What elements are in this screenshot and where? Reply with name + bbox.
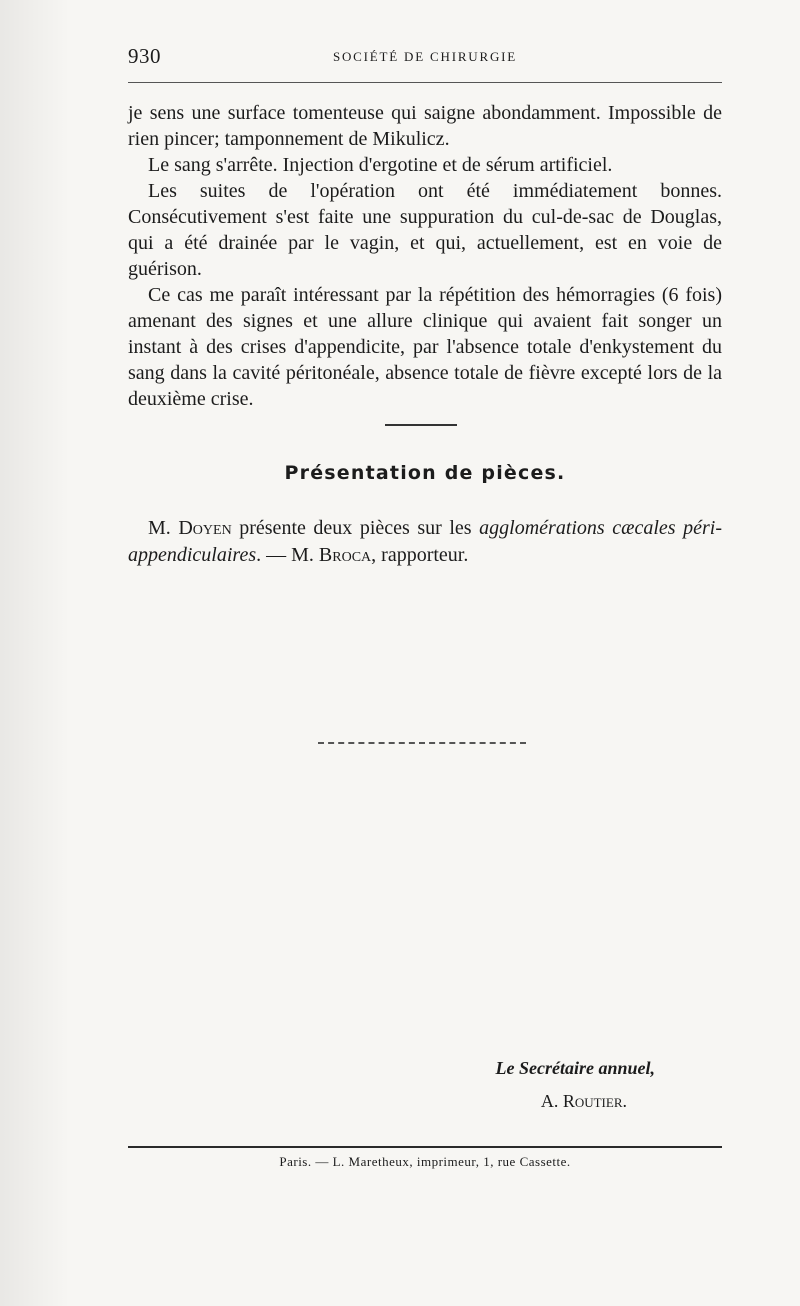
presentation-paragraph [128, 515, 722, 569]
signature-role: Le Secrétaire annuel, [495, 1058, 655, 1078]
signature-initial: A. [540, 1091, 559, 1111]
presentation-topic: agglomérations cæcales péri-appendiculaires [128, 517, 723, 566]
body-text [128, 100, 722, 412]
end-rule [318, 742, 526, 744]
presentation-text-2: . — M. [256, 544, 319, 566]
presentation-text-1: présente deux pièces sur les [231, 517, 480, 539]
presentation-text [128, 515, 722, 569]
reporter-name: Broca [318, 544, 372, 566]
paragraph-1: je sens une surface tomenteuse qui saigne abondamment. Impossible de rien pincer; tamponnement de Mikulicz. [128, 102, 722, 150]
paragraph-3: Les suites de l'opération ont été immédiatement bonnes. Consécutivement s'est faite une suppuration du cul-de-sac de Douglas, qui a été drainée par le vagin, et qui, actuellement, est en voie de guérison. [128, 180, 722, 280]
footer-rule [128, 1146, 722, 1148]
header-rule [128, 82, 722, 83]
presentation-text-3: , rapporteur. [371, 544, 469, 566]
author-name: Doyen [178, 517, 232, 539]
section-title: Présentation de pièces. [284, 462, 566, 484]
signature-name-line [400, 1085, 655, 1118]
author-initial: M. [148, 517, 171, 539]
page-edge-shading [0, 0, 70, 1306]
printer-colophon: Paris. — L. Maretheux, imprimeur, 1, rue Cassette. [279, 1154, 571, 1169]
signature-name: Routier. [562, 1091, 627, 1111]
section-divider [385, 424, 457, 426]
paragraph-2: Le sang s'arrête. Injection d'ergotine et de sérum artificiel. [148, 154, 613, 176]
paragraph-4: Ce cas me paraît intéressant par la répétition des hémorragies (6 fois) amenant des signes et une allure clinique qui avaient fait songer un instant à des crises d'appendicite, par l'absence totale d'enkystement du sang dans la cavité péritonéale, absence totale de fièvre excepté lors de la deuxième crise. [128, 284, 722, 410]
page-header [128, 44, 722, 74]
running-head: SOCIÉTÉ DE CHIRURGIE [332, 49, 518, 64]
page-number: 930 [128, 44, 161, 68]
signature-block [400, 1052, 655, 1118]
